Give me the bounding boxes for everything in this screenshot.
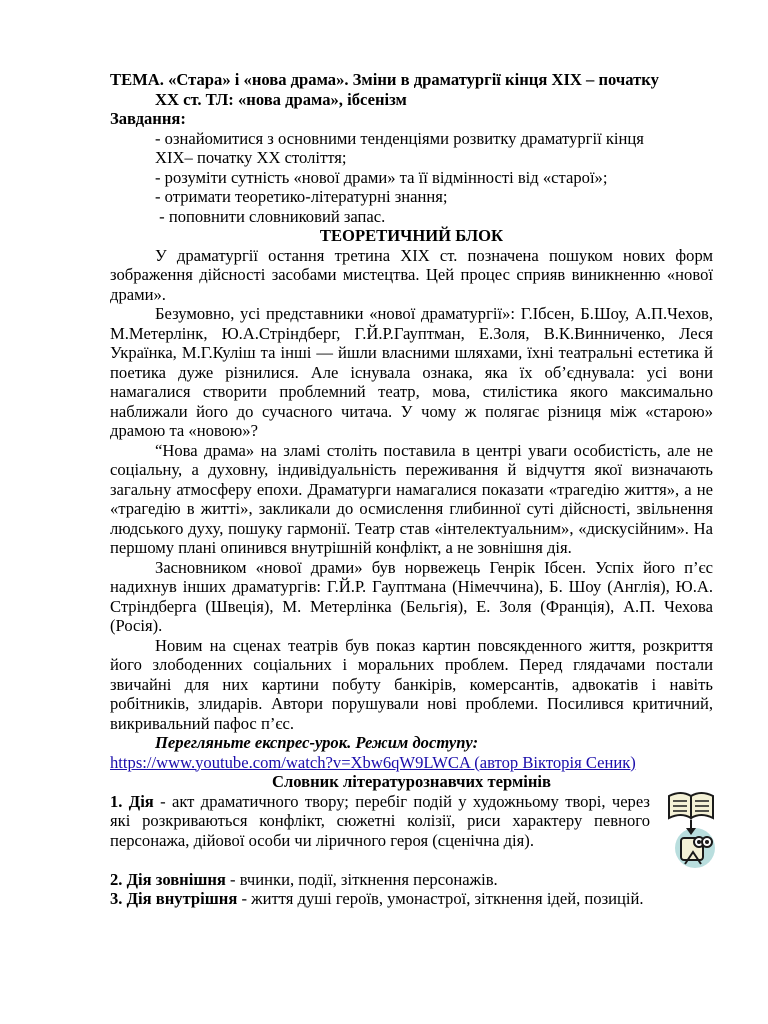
task-item-line: ХІХ– початку ХХ століття; — [155, 148, 347, 167]
dictionary-term — [110, 870, 713, 890]
dictionary-term — [110, 889, 713, 909]
lesson-title-line2: ХХ ст. ТЛ: «нова драма», ібсенізм — [155, 89, 407, 109]
term-name: 2. Дія зовнішня — [110, 869, 226, 889]
dictionary-term-row — [110, 792, 713, 851]
document-content — [110, 70, 713, 909]
term-definition: - вчинки, події, зіткнення персонажів. — [225, 869, 498, 889]
task-item: - розуміти сутність «нової драми» та її відмінності від «старої»; — [155, 167, 608, 187]
tasks-heading: Завдання: — [110, 109, 186, 128]
lesson-video-url: https://www.youtube.com/watch?v=Xbw6qW9LWCA — [110, 752, 471, 772]
dictionary-term — [110, 792, 650, 851]
term-definition: - акт драматичного твору; перебіг подій у художньому творі, через які розкриваються конфлікт, сюжетні колізії, риси характеру певного персонажа, дійової особи чи ліричного героя (сценічна дія). — [110, 791, 650, 850]
theory-heading: ТЕОРЕТИЧНИЙ БЛОК — [319, 226, 504, 245]
task-item-line: - ознайомитися з основними тенденціями розвитку драматургії кінця — [155, 128, 644, 148]
lesson-video-author: (автор Вікторія Сеник) — [470, 752, 636, 772]
watch-lesson-text: Перегляньте експрес-урок. Режим доступу: — [155, 733, 479, 752]
task-item: - отримати теоретико-літературні знання; — [155, 187, 448, 206]
dictionary-heading: Словник літературознавчих термінів — [271, 772, 551, 791]
lesson-link-line — [110, 753, 713, 773]
book-reader-icon — [665, 788, 717, 872]
theory-paragraph: “Нова драма» на зламі століть поставила в центрі уваги особистість, але не соціальну, а духовну, індивідуальність переживання й відчуття якої визначають загальну атмосферу епохи. Драматурги намагалися показати «трагедію життя», а не «трагедію в житті», закликали до осмислення глибинної суті дійсності, звільнення людського духу, пошуку гармонії. Театр став «інтелектуальним», «дискусійним». На першому плані опинився внутрішній конфлікт, а не зовнішня дія. — [110, 440, 713, 557]
term-name: 1. Дія — [110, 791, 154, 811]
blank-line — [110, 850, 713, 870]
lesson-title-line1: ТЕМА. «Стара» і «нова драма». Зміни в драматургії кінця ХІХ – початку — [110, 70, 659, 89]
task-item — [110, 129, 713, 168]
theory-paragraph: Новим на сценах театрів був показ картин повсякденного життя, розкриття його злободенних соціальних і моральних проблем. Перед глядачами постали звичайні для них картини побуту банкірів, комерсантів, адвокатів і навіть робітників, злидарів. Автори порушували нові проблеми. Посилився критичний, викривальний пафос п’єс. — [110, 635, 713, 733]
lesson-video-link[interactable] — [110, 753, 636, 772]
term-name: 3. Дія внутрішня — [110, 889, 238, 908]
theory-paragraph: Безумовно, усі представники «нової драматургії»: Г.Ібсен, Б.Шоу, А.П.Чехов, М.Метерлінк, Ю.А.Стріндберг, Г.Й.Р.Гауптман, Е.Золя, В.К.Винниченко, Леся Українка, М.Г.Куліш та інші — йшли власними шляхами, їхні театральні естетика й поетика дуже різнилися. Але існувала ознака, яка їх об’єднувала: усі вони намагалися створити проблемний театр, мова, стилістика якого максимально наближали його до сучасного читача. У чому ж полягає різниця між «старою» драмою та «новою»? — [110, 304, 713, 440]
theory-paragraph: У драматургії остання третина ХІХ ст. позначена пошуком нових форм зображення дійсності засобами мистецтва. Цей процес сприяв виникненню «нової драми». — [110, 245, 713, 304]
term-definition: - життя душі героїв, умонастрої, зіткнення ідей, позицій. — [237, 889, 644, 908]
task-item: - поповнити словниковий запас. — [155, 206, 386, 226]
lesson-title — [110, 70, 713, 109]
theory-paragraph: Засновником «нової драми» був норвежець Генрік Ібсен. Успіх його п’єс надихнув інших драматургів: Г.Й.Р. Гауптмана (Німеччина), Б. Шоу (Англія), Ю.А. Стріндберга (Швеція), М. Метерлінка (Бельгія), Е. Золя (Франція), А.П. Чехова (Росія). — [110, 557, 713, 635]
